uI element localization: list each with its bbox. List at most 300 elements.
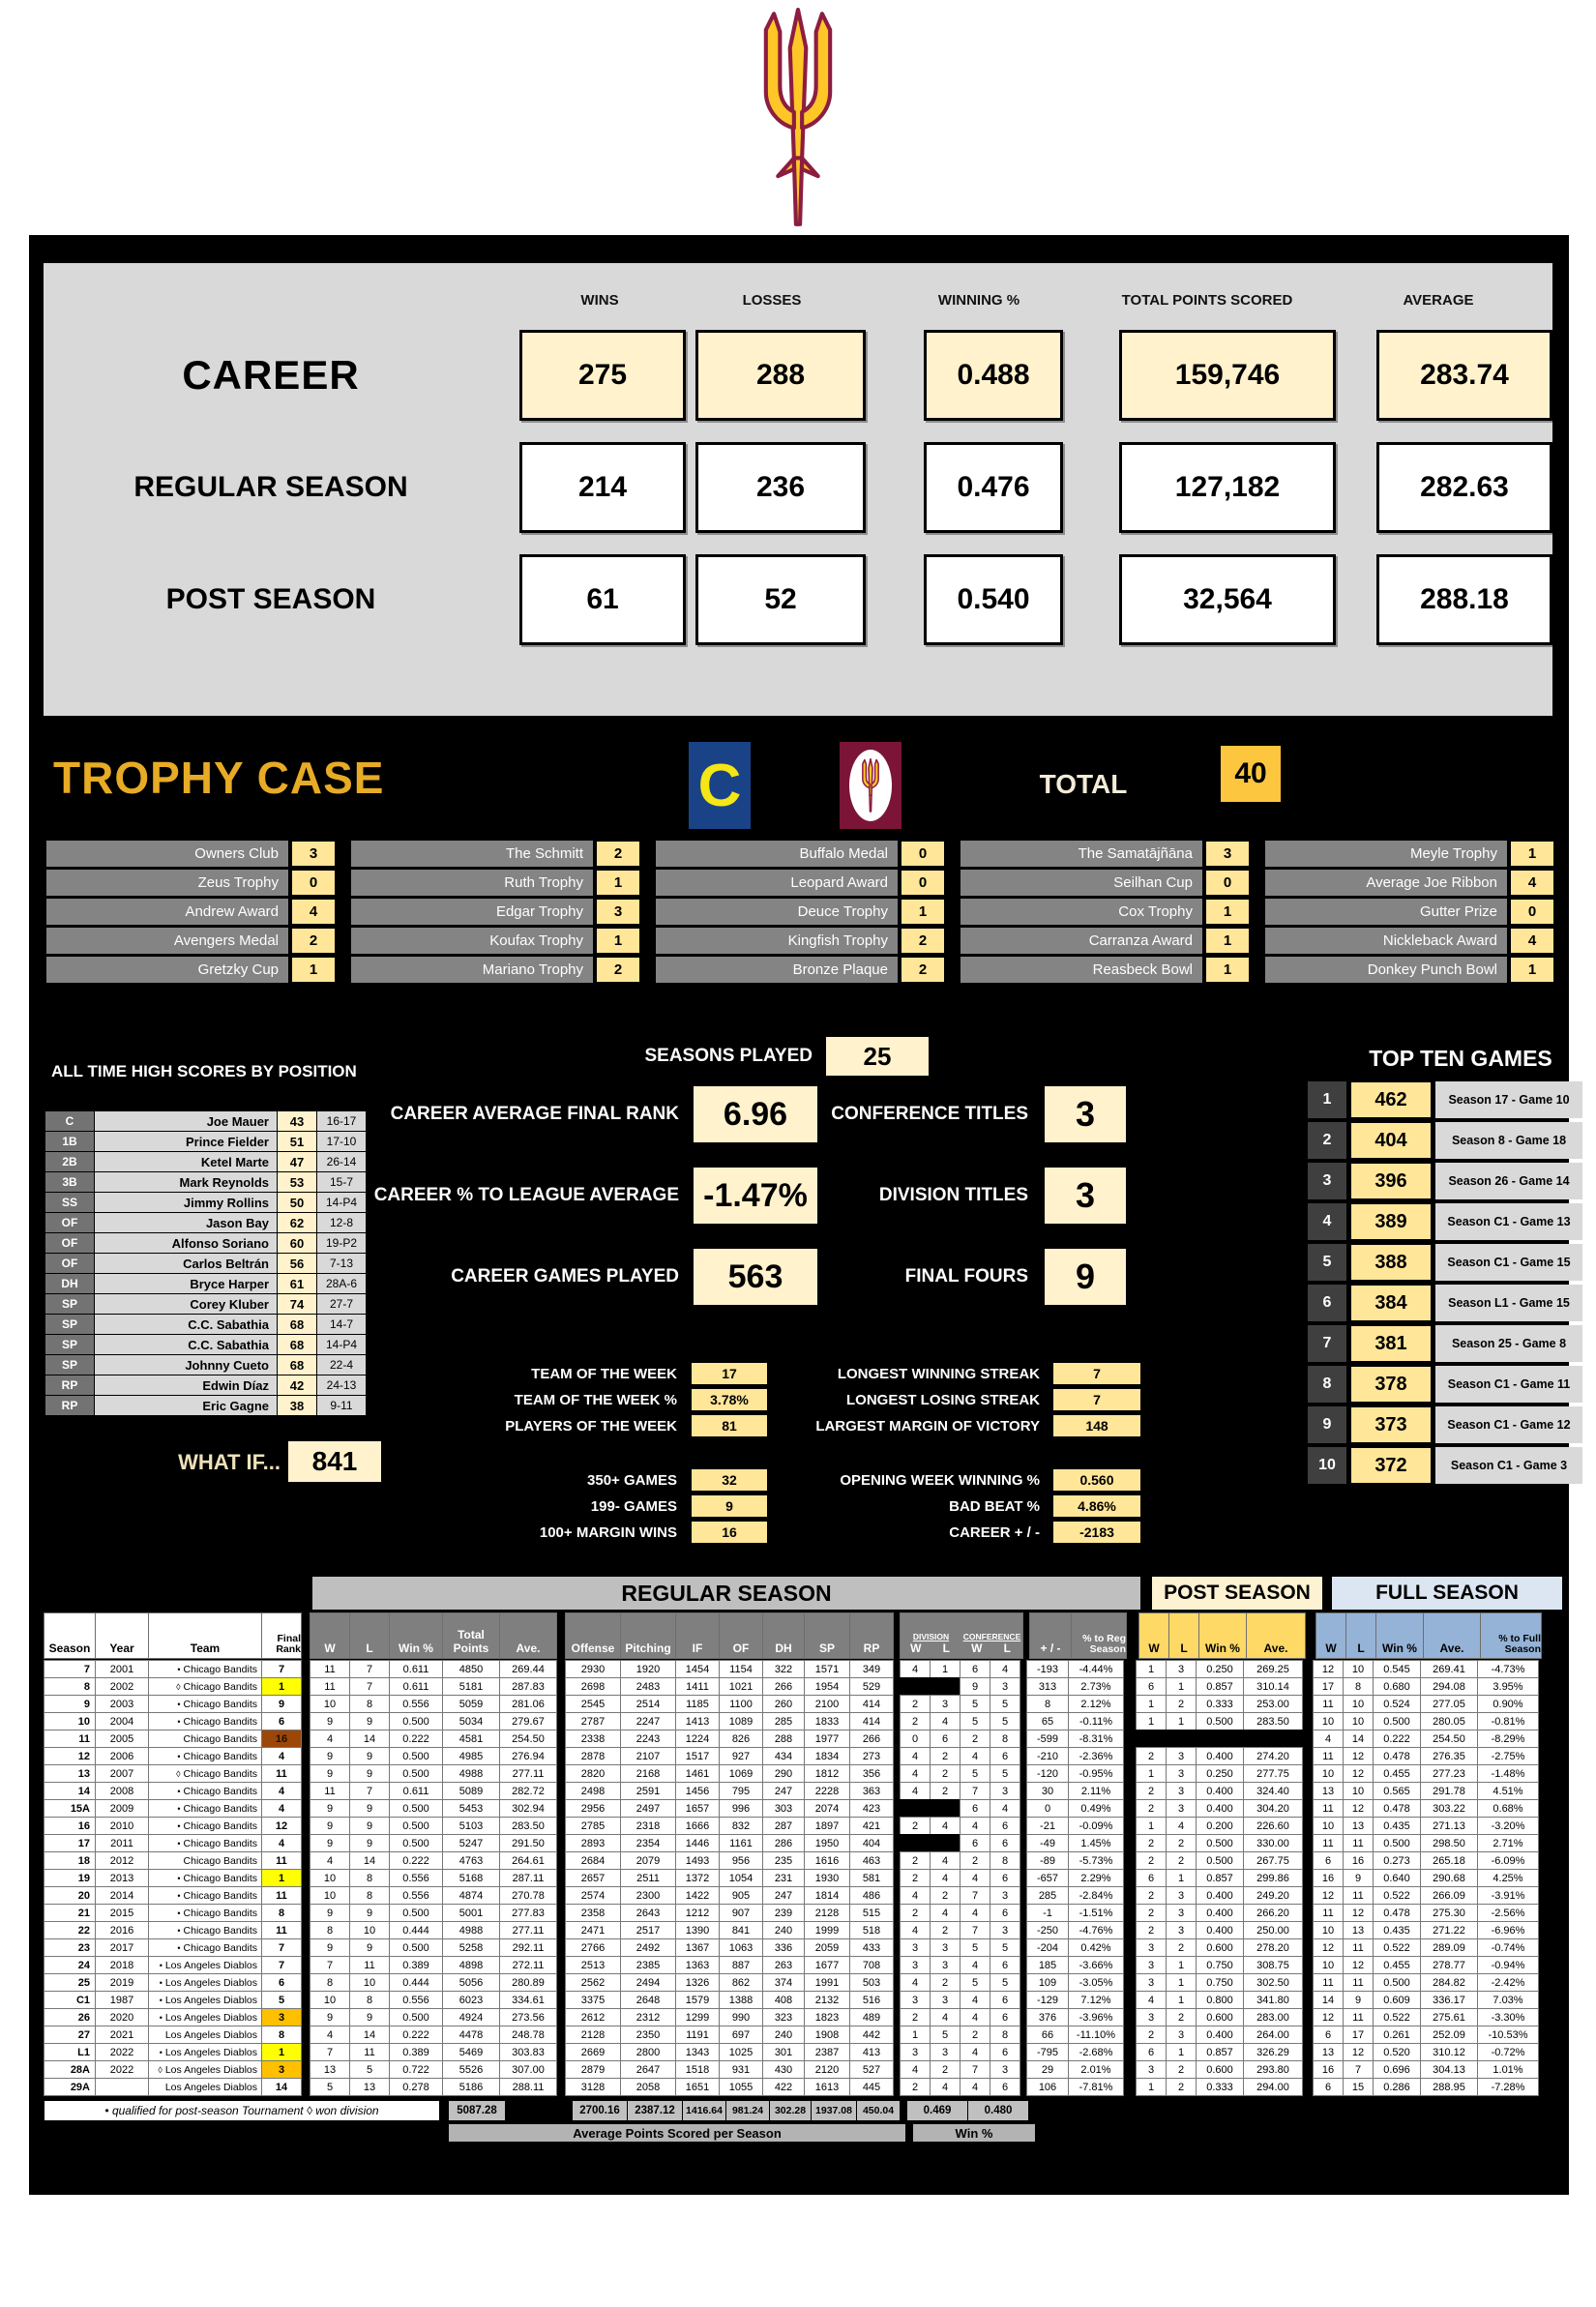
trophy-count: 1	[1205, 928, 1250, 954]
team-name: Chicago Bandits	[183, 1941, 257, 1954]
cell-final-rank: 12	[261, 1817, 302, 1835]
cell-final-rank: 3	[261, 2060, 302, 2079]
season-game-ref: 7-13	[317, 1254, 366, 1273]
trophy-count: 0	[1205, 870, 1250, 896]
season-game-ref: 17-10	[317, 1132, 366, 1151]
cell-win-pct: 0.500	[389, 1712, 443, 1730]
cell-division-w: 4	[900, 1764, 931, 1783]
losses-value: 52	[695, 554, 866, 645]
big-stat-label: CAREER GAMES PLAYED	[451, 1266, 679, 1287]
cell-plus-minus: -120	[1026, 1764, 1069, 1783]
cell-rp: 404	[849, 1834, 894, 1852]
cell-full-win-pct: 0.520	[1373, 2043, 1421, 2061]
cell-win-pct: 0.278	[389, 2078, 443, 2096]
cell-season: 9	[44, 1695, 96, 1713]
cell-pct-to-reg: 7.12%	[1068, 1991, 1124, 2009]
cell-division-w	[900, 1834, 931, 1852]
season-row	[44, 1712, 1562, 1730]
qualified-mark: •	[159, 2047, 163, 2057]
cell-plus-minus: 313	[1026, 1677, 1069, 1696]
cell-dh: 240	[762, 2026, 805, 2044]
big-stat-value: 3	[1043, 1166, 1128, 1226]
trophy-count: 4	[1510, 928, 1554, 954]
cell-full-win-pct: 0.522	[1373, 1938, 1421, 1957]
cell-rp: 486	[849, 1886, 894, 1905]
cell-if: 1372	[675, 1869, 720, 1887]
cell-l: 9	[349, 1817, 390, 1835]
cell-pitching: 1920	[620, 1660, 676, 1678]
player-name: Joe Mauer	[95, 1111, 277, 1131]
cell-total-points: 5469	[442, 2043, 500, 2061]
high-score: 68	[278, 1335, 316, 1354]
high-score: 38	[278, 1396, 316, 1415]
cell-year: 2005	[95, 1730, 149, 1748]
cell-pitching: 2058	[620, 2078, 676, 2096]
cell-w: 9	[310, 1764, 350, 1783]
small-stat-value: 7	[1052, 1388, 1141, 1411]
cell-ave: 277.83	[499, 1904, 557, 1922]
cell-pct-to-full: -6.09%	[1477, 1851, 1539, 1870]
cell-full-w: 16	[1313, 1869, 1344, 1887]
header-post-w: W	[1138, 1612, 1169, 1659]
cell-w: 4	[310, 1851, 350, 1870]
cell-sp: 1999	[804, 1921, 850, 1939]
trophy-count: 4	[1510, 870, 1554, 896]
cell-of: 1154	[719, 1660, 763, 1678]
small-stat-value: 81	[691, 1414, 768, 1437]
trophy-count: 1	[1510, 957, 1554, 983]
cell-full-win-pct: 0.478	[1373, 1747, 1421, 1765]
cell-sp: 1954	[804, 1677, 850, 1696]
cell-pct-to-full: -3.30%	[1477, 2008, 1539, 2026]
cell-post-w: 1	[1136, 1764, 1167, 1783]
col-header-losses: LOSSES	[742, 292, 802, 309]
cell-total-points: 4763	[442, 1851, 500, 1870]
cell-season: 12	[44, 1747, 96, 1765]
cell-pct-to-full: 4.51%	[1477, 1782, 1539, 1800]
header-final-rank: Final Rank	[261, 1612, 302, 1659]
cell-dh: 247	[762, 1886, 805, 1905]
career-summary-row	[44, 330, 1552, 421]
cell-if: 1579	[675, 1991, 720, 2009]
cell-if: 1411	[675, 1677, 720, 1696]
cell-post-ave: 294.00	[1243, 2078, 1303, 2096]
cell-l: 14	[349, 1730, 390, 1748]
career-summary-rows	[44, 330, 1552, 645]
cell-win-pct: 0.222	[389, 1730, 443, 1748]
cell-conference-l: 5	[990, 1973, 1020, 1992]
career-row-label: POST SEASON	[165, 583, 376, 615]
header-if: IF	[675, 1612, 720, 1659]
cell-if: 1326	[675, 1973, 720, 1992]
cell-rp: 518	[849, 1921, 894, 1939]
high-score: 68	[278, 1315, 316, 1334]
cell-full-win-pct: 0.500	[1373, 1712, 1421, 1730]
cell-post-win-pct: 0.250	[1196, 1660, 1244, 1678]
cell-post-l: 1	[1166, 1973, 1197, 1992]
cell-rp: 515	[849, 1904, 894, 1922]
cell-win-pct: 0.500	[389, 1764, 443, 1783]
career-row-label: CAREER	[182, 352, 360, 398]
cell-plus-minus: 30	[1026, 1782, 1069, 1800]
cell-full-l: 11	[1343, 1886, 1374, 1905]
cell-year: 2022	[95, 2043, 149, 2061]
cell-division-l: 4	[930, 1851, 961, 1870]
small-stat-label: LONGEST LOSING STREAK	[845, 1391, 1040, 1408]
cell-year: 2010	[95, 1817, 149, 1835]
cell-conference-l: 6	[990, 2043, 1020, 2061]
cell-dh: 374	[762, 1973, 805, 1992]
cell-pitching: 2591	[620, 1782, 676, 1800]
cell-pct-to-reg: -3.66%	[1068, 1956, 1124, 1974]
cell-conference-l: 8	[990, 1851, 1020, 1870]
career-summary-row	[44, 554, 1552, 645]
cell-full-w: 12	[1313, 1886, 1344, 1905]
cell-full-ave: 336.17	[1420, 1991, 1478, 2009]
cell-full-w: 17	[1313, 1677, 1344, 1696]
cell-pct-to-reg: -3.05%	[1068, 1973, 1124, 1992]
cell-season: 28A	[44, 2060, 96, 2079]
trophy-name: Bronze Plaque	[656, 957, 898, 983]
cell-post-w: 3	[1136, 1938, 1167, 1957]
team-name: Chicago Bandits	[183, 1907, 257, 1919]
cell-conference-l: 6	[990, 1869, 1020, 1887]
cell-full-l: 16	[1343, 1851, 1374, 1870]
cell-offense: 3375	[565, 1991, 621, 2009]
cell-final-rank: 6	[261, 1712, 302, 1730]
small-stat-row	[696, 1521, 1141, 1544]
cell-division-w: 0	[900, 1730, 931, 1748]
header-full-l: L	[1345, 1612, 1376, 1659]
cell-ave: 254.50	[499, 1730, 557, 1748]
cell-offense: 2684	[565, 1851, 621, 1870]
cell-ave: 276.94	[499, 1747, 557, 1765]
average-points-label: Average Points Scored per Season	[448, 2123, 906, 2143]
cell-full-w: 10	[1313, 1956, 1344, 1974]
cell-dh: 235	[762, 1851, 805, 1870]
cell-sp: 1814	[804, 1886, 850, 1905]
cell-w: 9	[310, 1938, 350, 1957]
qualified-mark: ◊	[176, 1768, 181, 1779]
cell-division-l: 3	[930, 1956, 961, 1974]
position-label: RP	[45, 1375, 94, 1395]
cell-post-win-pct: 0.400	[1196, 1904, 1244, 1922]
cell-pitching: 2385	[620, 1956, 676, 1974]
game-rank: 4	[1308, 1203, 1346, 1240]
small-stat-label: 350+ GAMES	[587, 1471, 677, 1489]
team-name: Chicago Bandits	[183, 1680, 257, 1693]
cell-ave: 281.06	[499, 1695, 557, 1713]
small-stat-row	[261, 1468, 768, 1492]
season-row	[44, 1730, 1562, 1748]
cell-post-win-pct: 0.333	[1196, 2078, 1244, 2096]
cell-w: 10	[310, 1886, 350, 1905]
season-row	[44, 1886, 1562, 1905]
cell-ave: 291.50	[499, 1834, 557, 1852]
cell-post-ave: 266.20	[1243, 1904, 1303, 1922]
cell-full-w: 11	[1313, 1747, 1344, 1765]
trophy-column-1	[46, 841, 337, 986]
cell-pct-to-full: -10.53%	[1477, 2026, 1539, 2044]
cell-conference-w: 5	[960, 1938, 990, 1957]
cell-rp: 489	[849, 2008, 894, 2026]
cell-conference-l: 3	[990, 1921, 1020, 1939]
cell-of: 1388	[719, 1991, 763, 2009]
team-name: Los Angeles Diablos	[164, 2063, 257, 2076]
cell-full-w: 10	[1313, 1712, 1344, 1730]
trophy-name: Cox Trophy	[961, 899, 1202, 925]
cell-conference-l: 6	[990, 1991, 1020, 2009]
team-name: Los Angeles Diablos	[164, 2028, 257, 2041]
small-stat-value: 3.78%	[691, 1388, 768, 1411]
big-stat-row	[261, 1166, 819, 1226]
cell-offense: 2574	[565, 1886, 621, 1905]
cell-of: 905	[719, 1886, 763, 1905]
cell-division-l: 2	[930, 1973, 961, 1992]
cell-division-l	[930, 1834, 961, 1852]
cell-total-points: 4581	[442, 1730, 500, 1748]
high-score: 61	[278, 1274, 316, 1293]
trophy-name: Deuce Trophy	[656, 899, 898, 925]
cell-offense: 2669	[565, 2043, 621, 2061]
trophy-row	[961, 870, 1251, 896]
cell-post-l: 1	[1166, 1991, 1197, 2009]
cell-offense: 2766	[565, 1938, 621, 1957]
cell-year: 2015	[95, 1904, 149, 1922]
cell-post-ave: 269.25	[1243, 1660, 1303, 1678]
season-table	[44, 1577, 1562, 2143]
season-row	[44, 1991, 1562, 2009]
trophy-name: Leopard Award	[656, 870, 898, 896]
small-stat-value: 0.560	[1052, 1468, 1141, 1492]
cell-dh: 336	[762, 1938, 805, 1957]
cell-full-w: 14	[1313, 1991, 1344, 2009]
cell-final-rank: 4	[261, 1747, 302, 1765]
cell-division-w: 3	[900, 1956, 931, 1974]
cell-full-l: 12	[1343, 1956, 1374, 1974]
small-stat-label: 100+ MARGIN WINS	[539, 1523, 677, 1541]
cell-post-l: 2	[1166, 2008, 1197, 2026]
cell-pitching: 2643	[620, 1904, 676, 1922]
cell-of: 1063	[719, 1938, 763, 1957]
cell-conference-w: 5	[960, 1764, 990, 1783]
header-team: Team	[148, 1612, 262, 1659]
cell-pitching: 2800	[620, 2043, 676, 2061]
cell-full-win-pct: 0.545	[1373, 1660, 1421, 1678]
cell-pitching: 2354	[620, 1834, 676, 1852]
cell-pct-to-reg: -7.81%	[1068, 2078, 1124, 2096]
what-if-label: WHAT IF...	[178, 1450, 281, 1474]
cell-full-w: 12	[1313, 1938, 1344, 1957]
small-stat-row	[696, 1362, 1141, 1385]
cell-full-w: 12	[1313, 1660, 1344, 1678]
cell-w: 4	[310, 1730, 350, 1748]
qualified-mark: •	[177, 1699, 181, 1709]
cell-full-ave: 280.05	[1420, 1712, 1478, 1730]
cell-total-points: 5186	[442, 2078, 500, 2096]
cell-post-win-pct: 0.400	[1196, 1921, 1244, 1939]
cell-win-pct: 0.389	[389, 1956, 443, 1974]
cell-full-l: 7	[1343, 2060, 1374, 2079]
player-name: C.C. Sabathia	[95, 1315, 277, 1334]
cell-final-rank: 1	[261, 1677, 302, 1696]
cell-rp: 363	[849, 1782, 894, 1800]
cell-full-w: 12	[1313, 2008, 1344, 2026]
cell-year: 2020	[95, 2008, 149, 2026]
chicago-logo-letter: C	[697, 752, 742, 819]
trophy-row	[961, 928, 1251, 954]
cell-if: 1493	[675, 1851, 720, 1870]
cell-w: 8	[310, 1921, 350, 1939]
header-l: L	[349, 1612, 390, 1659]
cell-full-ave: 298.50	[1420, 1834, 1478, 1852]
cell-division-l: 4	[930, 2078, 961, 2096]
header-plus-minus: + / -	[1029, 1612, 1072, 1659]
cell-post-w: 2	[1136, 2026, 1167, 2044]
cell-offense: 2657	[565, 1869, 621, 1887]
trophy-row	[656, 870, 946, 896]
cell-conference-l: 4	[990, 1660, 1020, 1678]
cell-year: 2019	[95, 1973, 149, 1992]
player-name: Johnny Cueto	[95, 1355, 277, 1375]
cell-w: 10	[310, 1695, 350, 1713]
cell-rp: 463	[849, 1851, 894, 1870]
cell-full-l: 10	[1343, 1695, 1374, 1713]
cell-total-points: 5168	[442, 1869, 500, 1887]
small-stat-row	[696, 1468, 1141, 1492]
cell-l: 11	[349, 2043, 390, 2061]
cell-post-w: 2	[1136, 1799, 1167, 1818]
high-score: 47	[278, 1152, 316, 1171]
season-table-subheaders	[44, 1612, 1562, 1659]
cell-full-ave: 290.68	[1420, 1869, 1478, 1887]
cell-pitching: 2511	[620, 1869, 676, 1887]
position-label: C	[45, 1111, 94, 1131]
high-score: 51	[278, 1132, 316, 1151]
header-post-ave: Ave.	[1246, 1612, 1306, 1659]
cell-if: 1299	[675, 2008, 720, 2026]
header-ave: Ave.	[499, 1612, 557, 1659]
cell-conference-l: 3	[990, 1782, 1020, 1800]
position-label: SP	[45, 1294, 94, 1314]
cell-win-pct: 0.500	[389, 1817, 443, 1835]
small-stat-value: 17	[691, 1362, 768, 1385]
pitching-average: 2387.12	[627, 2100, 683, 2121]
cell-conference-l: 3	[990, 2060, 1020, 2079]
trophy-name: Average Joe Ribbon	[1265, 870, 1507, 896]
cell-sp: 1897	[804, 1817, 850, 1835]
cell-final-rank: 4	[261, 1834, 302, 1852]
cell-plus-minus: -657	[1026, 1869, 1069, 1887]
cell-l: 9	[349, 1834, 390, 1852]
cell-post-win-pct: 0.857	[1196, 1677, 1244, 1696]
cell-ave: 279.67	[499, 1712, 557, 1730]
team-name: Chicago Bandits	[183, 1750, 257, 1762]
cell-full-win-pct: 0.222	[1373, 1730, 1421, 1748]
cell-post-l: 3	[1166, 1782, 1197, 1800]
cell-l: 14	[349, 2026, 390, 2044]
cell-post-l: 3	[1166, 1921, 1197, 1939]
trophy-row	[46, 899, 337, 925]
cell-total-points: 5453	[442, 1799, 500, 1818]
cell-post-w: 1	[1136, 1817, 1167, 1835]
cell-pct-to-full: -7.28%	[1477, 2078, 1539, 2096]
trophy-row	[656, 841, 946, 867]
cell-dh: 323	[762, 2008, 805, 2026]
cell-sp: 1834	[804, 1747, 850, 1765]
trophy-name: Meyle Trophy	[1265, 841, 1507, 867]
team-name: Los Angeles Diablos	[164, 1994, 257, 2006]
header-full-win-pct: Win %	[1375, 1612, 1424, 1659]
cell-conference-l: 8	[990, 1730, 1020, 1748]
cell-sp: 1823	[804, 2008, 850, 2026]
career-big-stats-right	[754, 1084, 1128, 1328]
cell-final-rank: 14	[261, 2078, 302, 2096]
cell-full-w: 11	[1313, 1799, 1344, 1818]
cell-post-w: 2	[1136, 1886, 1167, 1905]
cell-plus-minus: 185	[1026, 1956, 1069, 1974]
cell-year: 2009	[95, 1799, 149, 1818]
trophy-row	[961, 957, 1251, 983]
trophy-row	[1265, 841, 1555, 867]
cell-team	[148, 1851, 262, 1870]
cell-offense: 2787	[565, 1712, 621, 1730]
cell-conference-l: 8	[990, 2026, 1020, 2044]
wins-value: 61	[519, 554, 686, 645]
game-rank: 7	[1308, 1325, 1346, 1362]
cell-post-ave: 299.86	[1243, 1869, 1303, 1887]
cell-division-w: 4	[900, 1660, 931, 1678]
dh-average: 302.28	[769, 2100, 812, 2121]
cell-division-w: 4	[900, 1973, 931, 1992]
cell-post-w: 3	[1136, 2008, 1167, 2026]
trophy-total-value: 40	[1221, 746, 1281, 802]
cell-rp: 445	[849, 2078, 894, 2096]
offense-average: 2700.16	[572, 2100, 628, 2121]
season-table-footer-2	[44, 2123, 1562, 2143]
cell-pct-to-full: -1.48%	[1477, 1764, 1539, 1783]
cell-offense: 2128	[565, 2026, 621, 2044]
cell-plus-minus: 8	[1026, 1695, 1069, 1713]
position-label: 3B	[45, 1172, 94, 1192]
top-ten-row	[1308, 1285, 1582, 1321]
header-pitching: Pitching	[620, 1612, 676, 1659]
header-rp: RP	[849, 1612, 894, 1659]
cell-post-l: 3	[1166, 1747, 1197, 1765]
trophy-name: Buffalo Medal	[656, 841, 898, 867]
cell-post-ave: 277.75	[1243, 1764, 1303, 1783]
cell-if: 1191	[675, 2026, 720, 2044]
cell-post-ave: 253.00	[1243, 1695, 1303, 1713]
cell-full-w: 13	[1313, 2043, 1344, 2061]
cell-conference-l: 6	[990, 1834, 1020, 1852]
cell-conference-w: 7	[960, 2060, 990, 2079]
season-rows	[44, 1660, 1562, 2096]
cell-full-ave: 284.82	[1420, 1973, 1478, 1992]
cell-full-win-pct: 0.478	[1373, 1799, 1421, 1818]
small-stat-value: 16	[691, 1521, 768, 1544]
cell-division-l: 2	[930, 1921, 961, 1939]
trophy-column-4	[961, 841, 1251, 986]
big-stat-value: 6.96	[692, 1084, 819, 1144]
trophy-count: 1	[1510, 841, 1554, 867]
cell-conference-l: 5	[990, 1764, 1020, 1783]
cell-if: 1517	[675, 1747, 720, 1765]
cell-team	[148, 1660, 262, 1678]
cell-year: 2017	[95, 1938, 149, 1957]
cell-ave: 288.11	[499, 2078, 557, 2096]
cell-pct-to-reg: 2.11%	[1068, 1782, 1124, 1800]
